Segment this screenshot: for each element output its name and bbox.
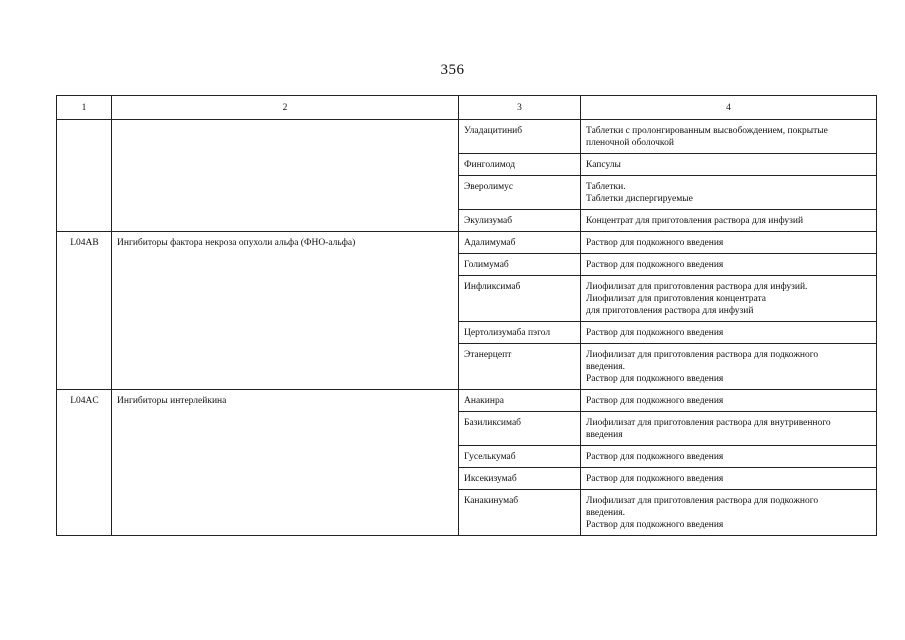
drug-name-cell: Цертолизумаба пэгол [459, 322, 581, 344]
dosage-form-cell [581, 322, 877, 344]
atc-code-cell: L04AB [57, 232, 112, 390]
dosage-form-line: Раствор для подкожного введения [586, 474, 724, 484]
dosage-form-line: Таблетки диспергируемые [586, 194, 693, 204]
drug-name-cell: Уладацитиниб [459, 120, 581, 154]
dosage-form-cell [581, 210, 877, 232]
dosage-form-cell [581, 254, 877, 276]
drug-name-cell: Финголимод [459, 154, 581, 176]
drug-name-cell: Голимумаб [459, 254, 581, 276]
dosage-form-line: пленочной оболочкой [586, 138, 674, 148]
dosage-form-line: Концентрат для приготовления раствора для инфузий [586, 216, 804, 226]
dosage-form-line: для приготовления раствора для инфузий [586, 306, 754, 316]
column-header: 1 [57, 96, 112, 120]
group-name-cell [112, 120, 459, 232]
drug-name-cell: Этанерцепт [459, 344, 581, 390]
drug-name-cell: Инфликсимаб [459, 276, 581, 322]
dosage-form-line: Раствор для подкожного введения [586, 396, 724, 406]
dosage-form-line: Лиофилизат для приготовления концентрата [586, 294, 766, 304]
dosage-form-cell [581, 154, 877, 176]
dosage-form-line: введения [586, 430, 623, 440]
table-header-row [57, 96, 877, 120]
drug-name-cell: Гуселькумаб [459, 446, 581, 468]
dosage-form-line: Раствор для подкожного введения [586, 374, 724, 384]
drug-name-cell: Эверолимус [459, 176, 581, 210]
drug-table [56, 95, 877, 536]
dosage-form-cell [581, 344, 877, 390]
dosage-form-line: Раствор для подкожного введения [586, 328, 724, 338]
column-header: 4 [581, 96, 877, 120]
dosage-form-line: Капсулы [586, 160, 621, 170]
dosage-form-line: Лиофилизат для приготовления раствора для внутривенного [586, 418, 831, 428]
drug-name-cell: Иксекизумаб [459, 468, 581, 490]
dosage-form-line: Лиофилизат для приготовления раствора для подкожного [586, 350, 819, 360]
page-number: 356 [440, 62, 465, 78]
dosage-form-cell [581, 468, 877, 490]
dosage-form-line: Раствор для подкожного введения [586, 452, 724, 462]
dosage-form-line: Лиофилизат для приготовления раствора для подкожного [586, 496, 819, 506]
dosage-form-line: Раствор для подкожного введения [586, 520, 724, 530]
dosage-form-cell [581, 412, 877, 446]
atc-code-cell: L04AC [57, 390, 112, 536]
dosage-form-cell [581, 276, 877, 322]
dosage-form-cell [581, 446, 877, 468]
group-name-cell: Ингибиторы интерлейкина [112, 390, 459, 536]
atc-code-cell [57, 120, 112, 232]
drug-name-cell: Экулизумаб [459, 210, 581, 232]
dosage-form-line: Таблетки с пролонгированным высвобождением, покрытые [586, 126, 828, 136]
drug-name-cell: Анакинра [459, 390, 581, 412]
dosage-form-line: Раствор для подкожного введения [586, 238, 724, 248]
table-row [57, 120, 877, 154]
dosage-form-line: введения. [586, 362, 625, 372]
table-row [57, 232, 877, 254]
drug-name-cell: Базиликсимаб [459, 412, 581, 446]
dosage-form-line: Таблетки. [586, 182, 626, 192]
drug-name-cell: Адалимумаб [459, 232, 581, 254]
dosage-form-line: Раствор для подкожного введения [586, 260, 724, 270]
dosage-form-line: введения. [586, 508, 625, 518]
dosage-form-cell [581, 232, 877, 254]
dosage-form-cell [581, 176, 877, 210]
table-row [57, 390, 877, 412]
dosage-form-line: Лиофилизат для приготовления раствора для инфузий. [586, 282, 808, 292]
column-header: 2 [112, 96, 459, 120]
drug-name-cell: Канакинумаб [459, 490, 581, 536]
dosage-form-cell [581, 120, 877, 154]
table-body [57, 120, 877, 536]
dosage-form-cell [581, 490, 877, 536]
dosage-form-cell [581, 390, 877, 412]
column-header: 3 [459, 96, 581, 120]
group-name-cell: Ингибиторы фактора некроза опухоли альфа (ФНО-альфа) [112, 232, 459, 390]
